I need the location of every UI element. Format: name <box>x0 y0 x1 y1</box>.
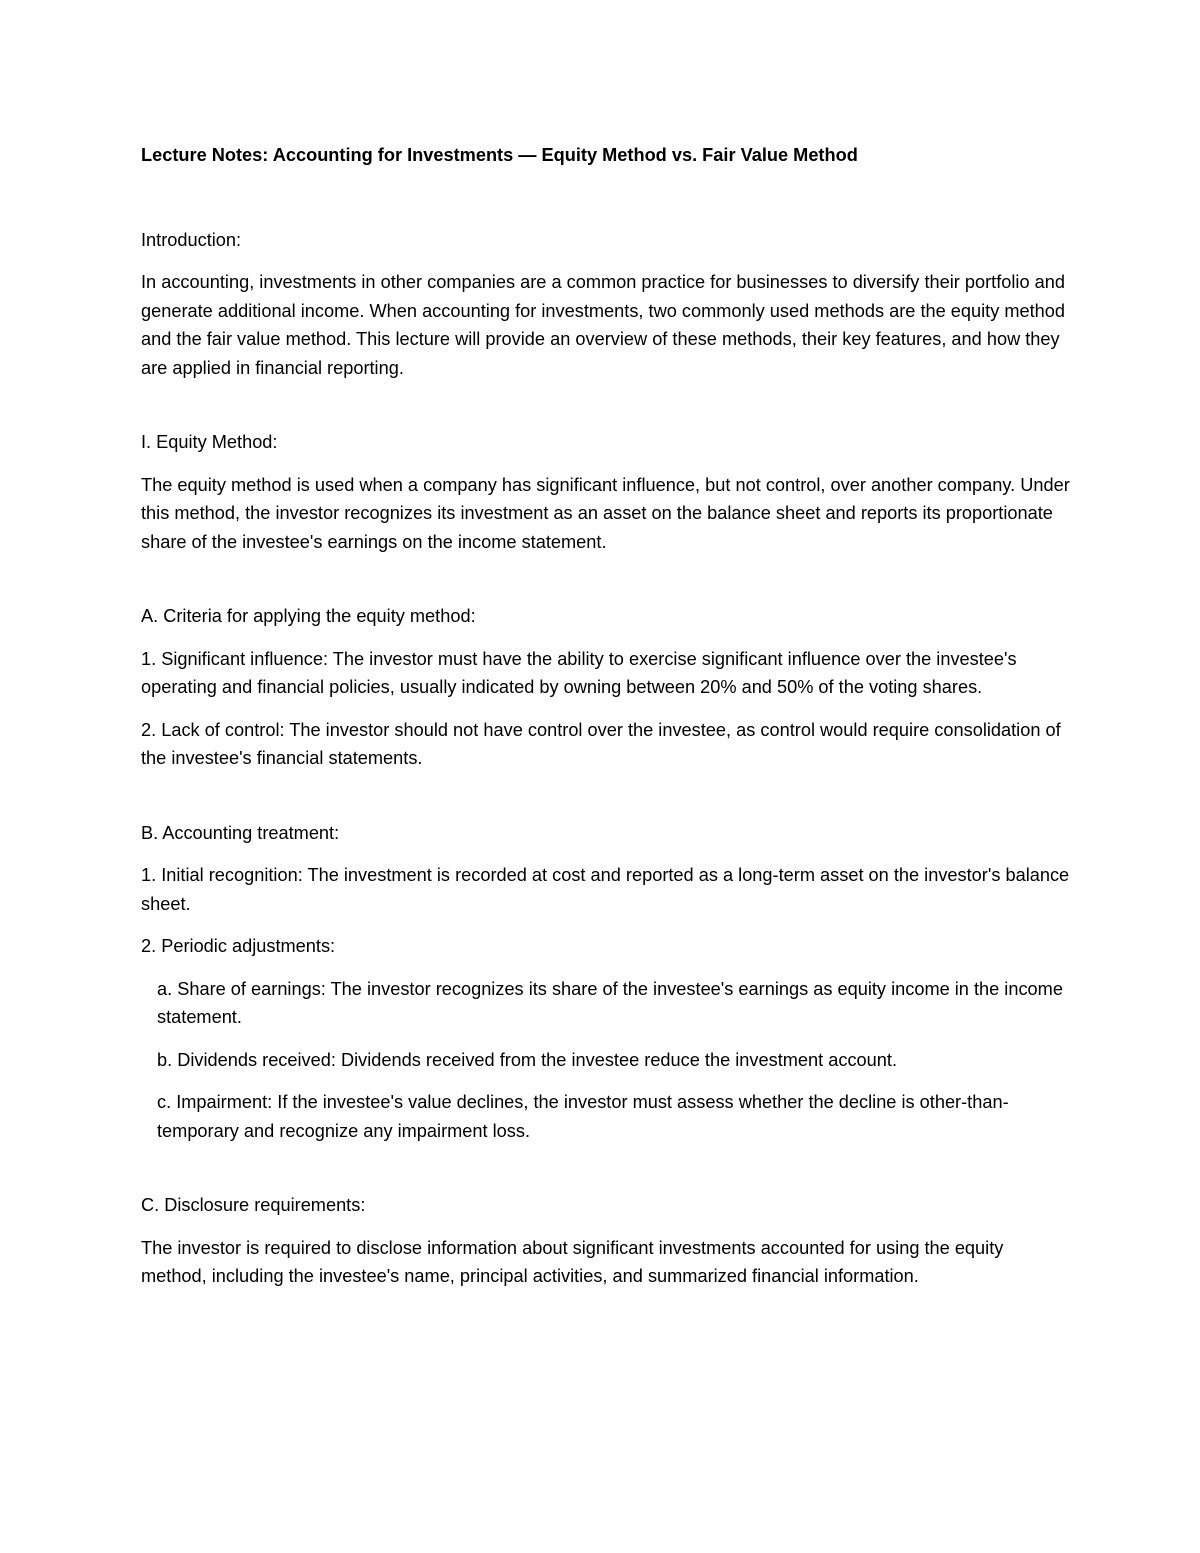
section-a-item-2: 2. Lack of control: The investor should not have control over the investee, as control would require consolidation of the investee's financial statements. <box>141 719 1061 768</box>
section-spacer <box>141 570 1071 602</box>
section-a-heading: A. Criteria for applying the equity method: <box>141 606 476 626</box>
section-1-heading: I. Equity Method: <box>141 432 278 452</box>
section-1-paragraph: The equity method is used when a company has significant influence, but not control, over another company. Under this method, the investor recognizes its investment as an asset on the balance sheet and reports its proportionate share of the investee's earnings on the income statement. <box>141 474 1070 552</box>
section-spacer <box>141 787 1071 819</box>
document-title: Lecture Notes: Accounting for Investments — Equity Method vs. Fair Value Method <box>141 145 858 165</box>
section-a-item-1: 1. Significant influence: The investor must have the ability to exercise significant influence over the investee's operating and financial policies, usually indicated by owning between 20% and 50% of the voting shares. <box>141 648 1017 697</box>
section-b-item-1: 1. Initial recognition: The investment is recorded at cost and reported as a long-term asset on the investor's balance sheet. <box>141 865 1070 914</box>
intro-paragraph: In accounting, investments in other companies are a common practice for businesses to diversify their portfolio and generate additional income. When accounting for investments, two commonly used methods are the equity method and the fair value method. This lecture will provide an overview of these methods, their key features, and how they are applied in financial reporting. <box>141 272 1066 378</box>
section-b-item-2b: b. Dividends received: Dividends received from the investee reduce the investment account. <box>157 1049 898 1070</box>
intro-heading: Introduction: <box>141 229 242 250</box>
section-c-heading: C. Disclosure requirements: <box>141 1195 366 1215</box>
section-c-paragraph: The investor is required to disclose information about significant investments accounted for using the equity method, including the investee's name, principal activities, and summarized financial information. <box>141 1237 1004 1286</box>
document-body <box>141 141 1071 1305</box>
section-spacer <box>141 396 1071 428</box>
section-b-item-2: 2. Periodic adjustments: <box>141 936 336 956</box>
section-b-heading: B. Accounting treatment: <box>141 822 340 843</box>
section-b-item-2a: a. Share of earnings: The investor recognizes its share of the investee's earnings as equity income in the income statement. <box>157 978 1063 1027</box>
section-spacer <box>141 1159 1071 1191</box>
section-b-item-2c: c. Impairment: If the investee's value declines, the investor must assess whether the decline is other-than-temporary and recognize any impairment loss. <box>157 1092 1009 1141</box>
